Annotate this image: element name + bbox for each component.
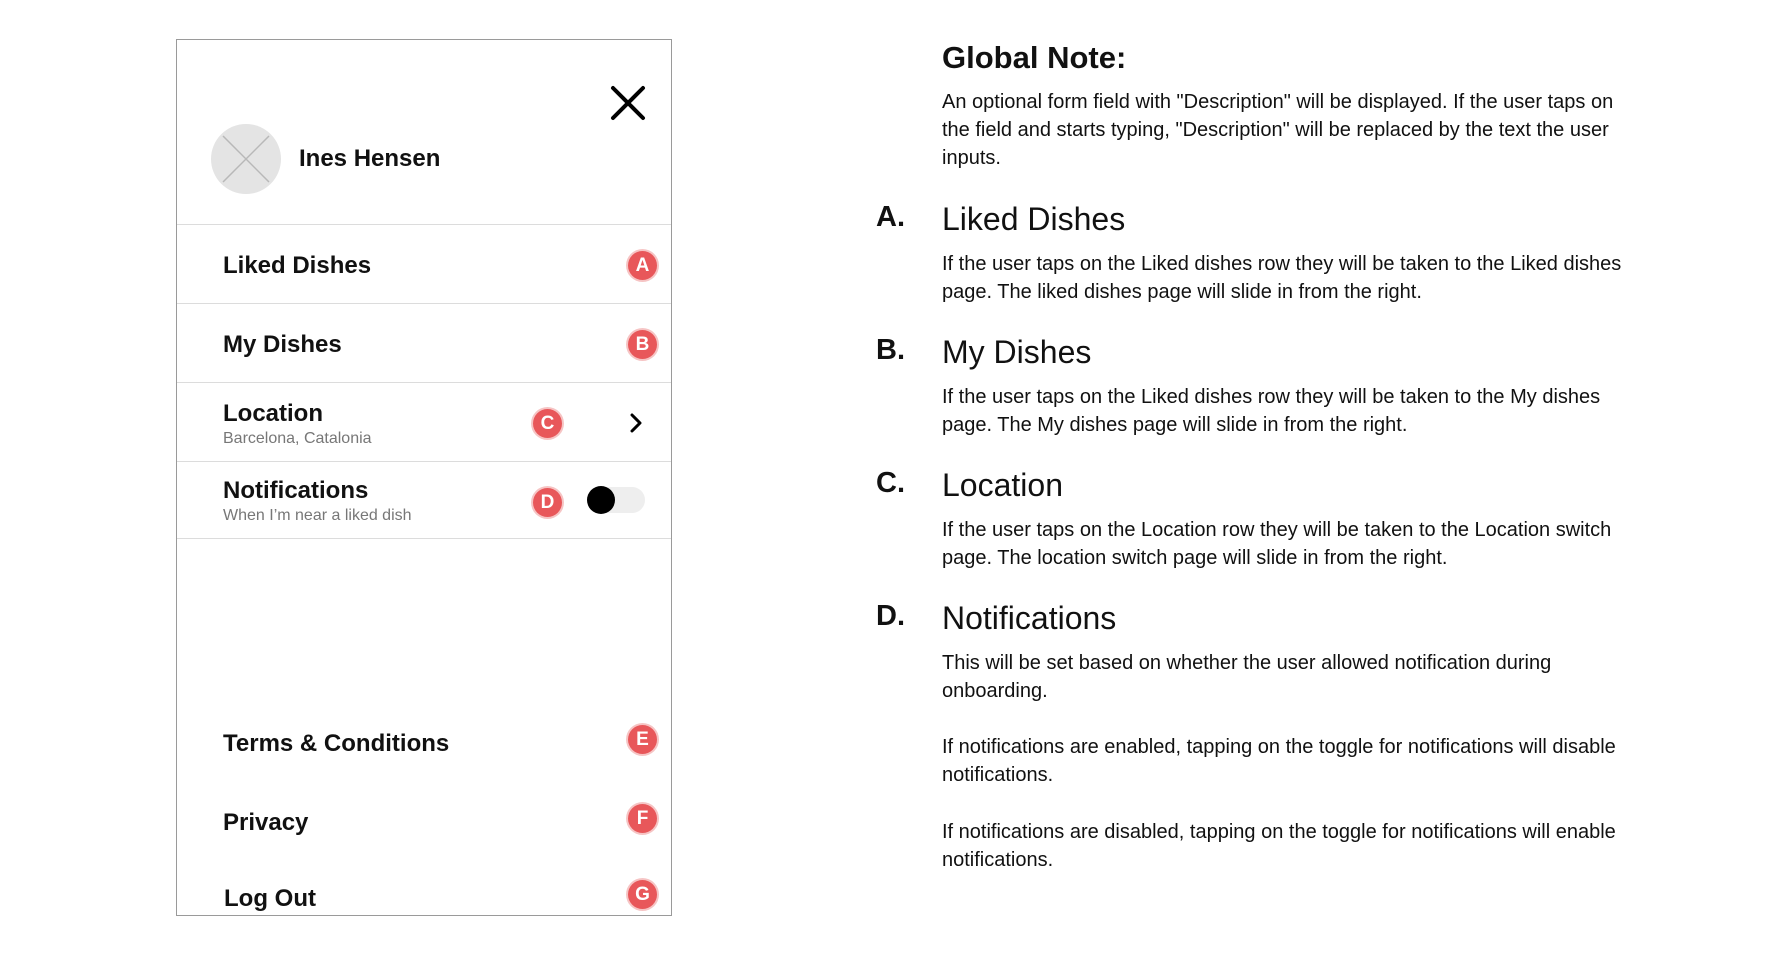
- note-d-title: Notifications: [942, 600, 1117, 636]
- chevron-right-icon: [626, 411, 646, 435]
- note-d-body-2: If notifications are enabled, tapping on the toggle for notifications will disable notifications.: [942, 736, 1616, 786]
- annotation-badge-e: E: [628, 725, 657, 754]
- menu-row-terms[interactable]: [177, 703, 671, 782]
- close-icon: [603, 78, 653, 128]
- avatar: [211, 124, 281, 194]
- note-a-title: Liked Dishes: [942, 201, 1126, 237]
- menu-row-label: Privacy: [223, 809, 309, 836]
- note-b-title: My Dishes: [942, 334, 1092, 370]
- note-a-body: If the user taps on the Liked dishes row they will be taken to the Liked dishes page. The liked dishes page will slide in from the right.: [942, 253, 1622, 303]
- menu-row-location[interactable]: [177, 382, 671, 461]
- menu-row-logout[interactable]: [177, 858, 671, 915]
- note-d-body-3: If notifications are disabled, tapping on the toggle for notifications will enable notifications.: [942, 821, 1616, 871]
- annotation-badge-g: G: [628, 880, 657, 909]
- annotation-badge-f: F: [628, 804, 657, 833]
- note-d-letter: D.: [876, 600, 905, 632]
- note-c-title: Location: [942, 467, 1063, 503]
- menu-row-label: Log Out: [224, 885, 316, 912]
- notifications-toggle[interactable]: [587, 487, 645, 513]
- menu-row-liked-dishes[interactable]: [177, 224, 671, 303]
- menu-row-label: Terms & Conditions: [223, 730, 450, 757]
- annotation-badge-c: C: [533, 409, 562, 438]
- note-b-letter: B.: [876, 334, 905, 366]
- menu-row-label: My Dishes: [223, 331, 342, 358]
- menu-row-label: Notifications: [223, 477, 369, 504]
- profile-name: Ines Hensen: [299, 145, 441, 172]
- notifications-description: When I’m near a liked dish: [223, 507, 412, 524]
- menu-row-privacy[interactable]: [177, 782, 671, 861]
- note-d-body-1: This will be set based on whether the user allowed notification during onboarding.: [942, 652, 1552, 702]
- menu-row-label: Liked Dishes: [223, 252, 372, 279]
- menu-row-notifications: [177, 461, 671, 539]
- global-note-title: Global Note:: [942, 40, 1127, 75]
- global-note-body: An optional form field with "Description" will be displayed. If the user taps on the field and starts typing, "Description" will be replaced by the text the user inputs.: [942, 91, 1614, 169]
- avatar-placeholder-icon: [211, 124, 281, 194]
- note-b-body: If the user taps on the Liked dishes row they will be taken to the My dishes page. The My dishes page will slide in from the right.: [942, 386, 1601, 436]
- menu-row-label: Location: [223, 400, 323, 427]
- close-button[interactable]: [603, 78, 653, 128]
- location-value: Barcelona, Catalonia: [223, 430, 372, 447]
- toggle-knob: [587, 486, 615, 514]
- note-a-letter: A.: [876, 201, 905, 233]
- annotation-badge-b: B: [628, 330, 657, 359]
- phone-menu-screen: [176, 39, 672, 916]
- menu-row-my-dishes[interactable]: [177, 303, 671, 382]
- note-c-body: If the user taps on the Location row they will be taken to the Location switch page. The location switch page will slide in from the right.: [942, 519, 1612, 569]
- annotation-badge-d: D: [533, 488, 562, 517]
- profile-header[interactable]: [211, 124, 440, 194]
- annotation-badge-a: A: [628, 251, 657, 280]
- note-c-letter: C.: [876, 467, 905, 499]
